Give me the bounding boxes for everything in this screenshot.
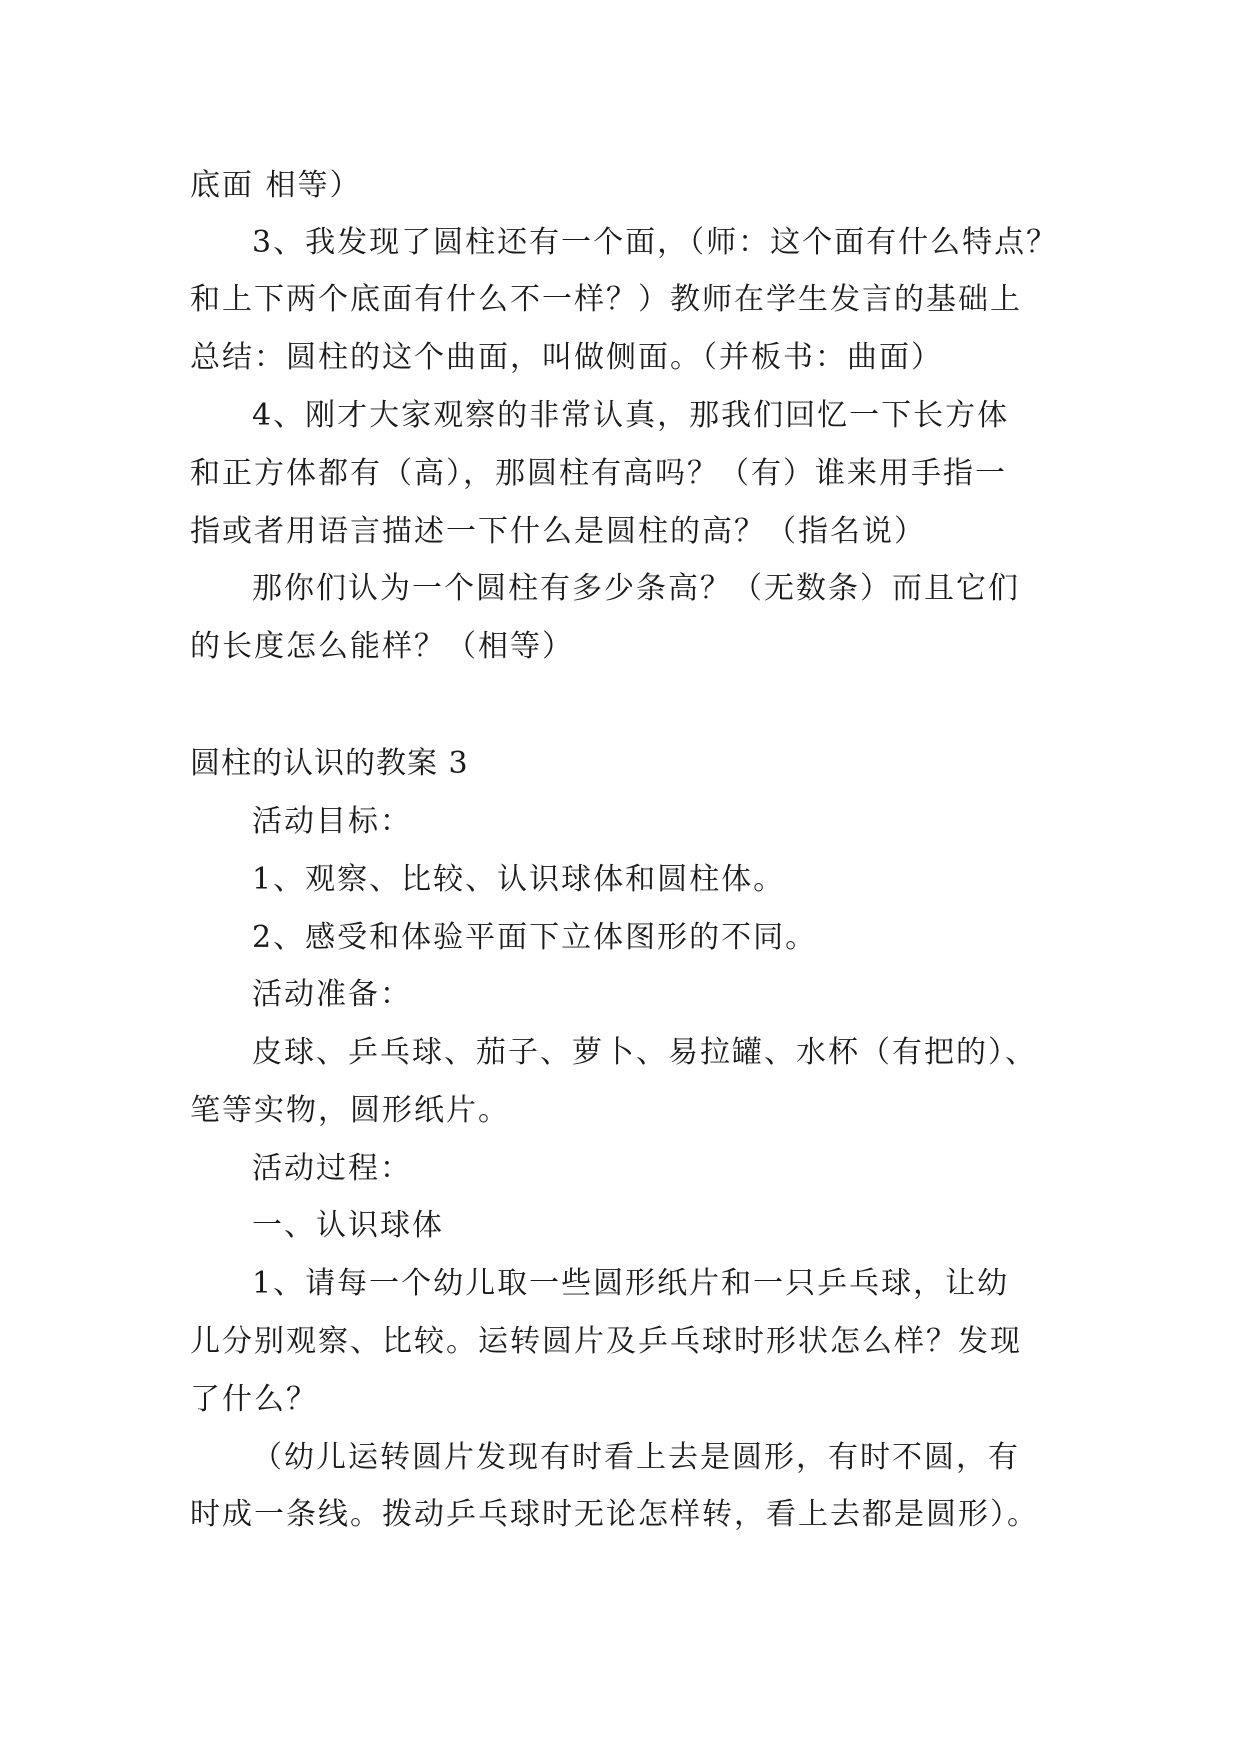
text-line: 时成一条线。拨动乒乓球时无论怎样转，看上去都是圆形）。: [190, 1497, 1039, 1532]
text-line: 4、刚才大家观察的非常认真，那我们回忆一下长方体: [252, 398, 1010, 433]
text-line: 了什么？: [190, 1382, 318, 1417]
text-line: 活动过程：: [252, 1151, 412, 1186]
text-line: 的长度怎么能样？（相等）: [190, 629, 574, 664]
text-line: 活动准备：: [252, 977, 412, 1012]
text-line: 总结：圆柱的这个曲面，叫做侧面。（并板书：曲面）: [190, 340, 943, 375]
text-line: （幼儿运转圆片发现有时看上去是圆形，有时不圆，有: [252, 1440, 1020, 1475]
text-line: 皮球、乒乓球、茄子、萝卜、易拉罐、水杯（有把的）、: [252, 1035, 1037, 1070]
text-line: 和上下两个底面有什么不一样？）教师在学生发言的基础上: [190, 282, 1022, 317]
text-line: 那你们认为一个圆柱有多少条高？（无数条）而且它们: [252, 571, 1020, 606]
text-line: 1、观察、比较、认识球体和圆柱体。: [252, 862, 786, 897]
section-heading: 圆柱的认识的教案 3: [190, 746, 469, 781]
text-line: 笔等实物，圆形纸片。: [190, 1093, 510, 1128]
text-line: 一、认识球体: [252, 1208, 444, 1243]
text-line: 和正方体都有（高），那圆柱有高吗？（有）谁来用手指一: [190, 456, 1007, 491]
text-line: 3、我发现了圆柱还有一个面，（师：这个面有什么特点？: [252, 225, 1059, 260]
text-line: 指或者用语言描述一下什么是圆柱的高？（指名说）: [190, 514, 926, 549]
text-line: 2、感受和体验平面下立体图形的不同。: [252, 920, 818, 955]
text-line: 1、请每一个幼儿取一些圆形纸片和一只乒乓球，让幼: [252, 1266, 1010, 1301]
text-line: 底面 相等）: [190, 168, 362, 203]
text-line: 活动目标：: [252, 804, 412, 839]
text-line: 儿分别观察、比较。运转圆片及乒乓球时形状怎么样？发现: [190, 1324, 1022, 1359]
